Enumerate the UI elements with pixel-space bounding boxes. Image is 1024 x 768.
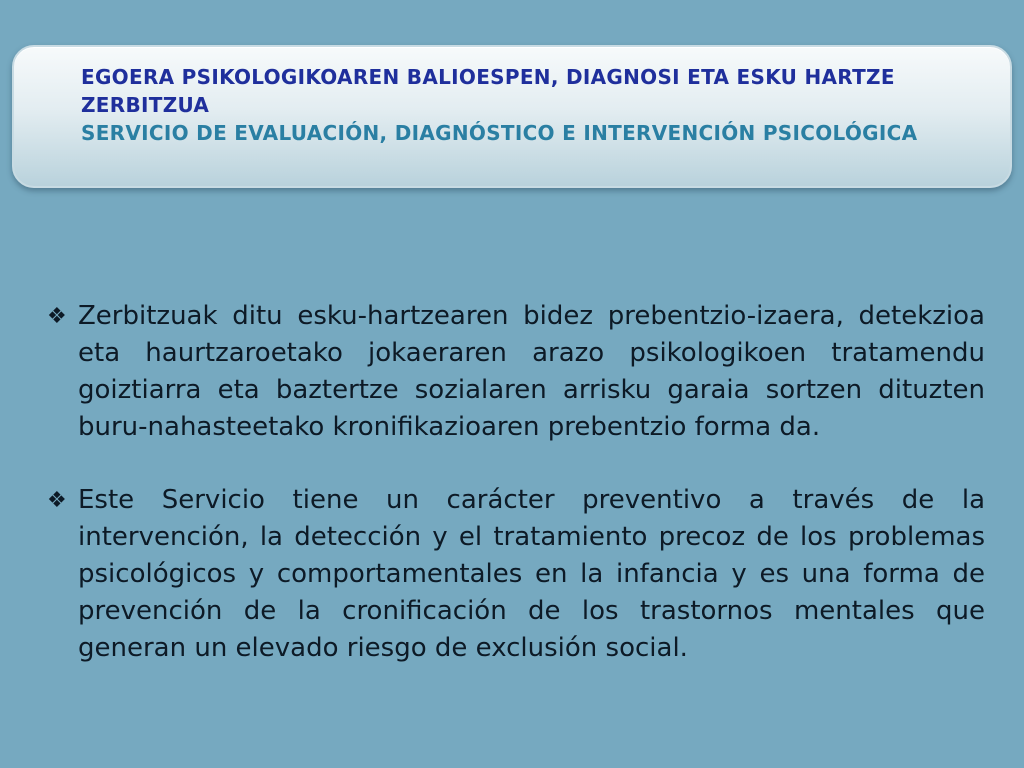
diamond-bullet-icon: ❖: [47, 304, 67, 329]
bullet-list: [47, 298, 985, 703]
diamond-bullet-icon: ❖: [47, 488, 67, 513]
bullet-item-basque: [47, 298, 985, 446]
title-box: [12, 45, 1012, 188]
bullet-item-spanish: [47, 482, 985, 667]
title-spanish: SERVICIO DE EVALUACIÓN, DIAGNÓSTICO E INTERVENCIÓN PSICOLÓGICA: [81, 121, 918, 145]
bullet-text-spanish: Este Servicio tiene un carácter preventivo a través de la intervención, la detección y el tratamiento precoz de los problemas psicológicos y comportamentales en la infancia y es una forma de prevención de la cronificación de los trastornos mentales que generan un elevado riesgo de exclusión social.: [78, 485, 985, 663]
bullet-text-basque: Zerbitzuak ditu esku-hartzearen bidez prebentzio-izaera, detekzioa eta haurtzaroetako jokaeraren arazo psikologikoen tratamendu goiztiarra eta baztertze sozialaren arrisku garaia sortzen dituzten buru-nahasteetako kronifikazioaren prebentzio forma da.: [78, 301, 985, 442]
title-basque: EGOERA PSIKOLOGIKOAREN BALIOESPEN, DIAGNOSI ETA ESKU HARTZE ZERBITZUA: [81, 65, 895, 117]
slide-title: [81, 63, 996, 147]
